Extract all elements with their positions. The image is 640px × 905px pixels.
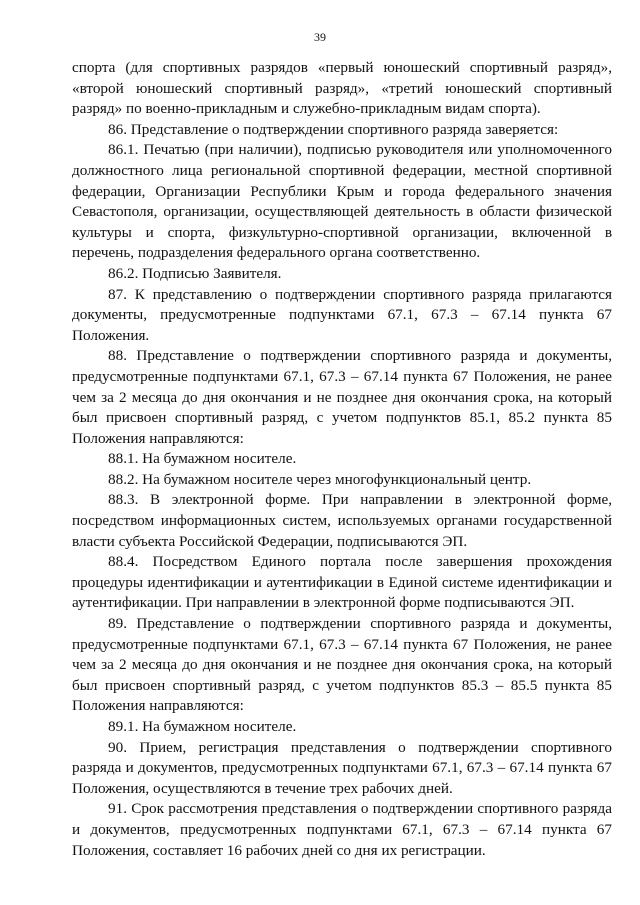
paragraph-88-1: 88.1. На бумажном носителе.	[108, 450, 297, 468]
paragraph-89-1: 89.1. На бумажном носителе.	[108, 718, 297, 735]
paragraph-continuation: спорта (для спортивных разрядов «первый юношеский спортивный разряд», «второй юношеский спортивный разряд», «третий юношеский спортивный разряд» по военно-прикладным и служебно-прикладным видам спорта).	[72, 59, 612, 118]
paragraph-88-4: 88.4. Посредством Единого портала после завершения прохождения процедуры идентификации и аутентификации в Единой системе идентификации и аутентификации. При направлении в электронной форме подписываются ЭП.	[72, 553, 612, 612]
paragraph-86: 86. Представление о подтверждении спортивного разряда заверяется:	[108, 120, 559, 138]
paragraph-91: 91. Срок рассмотрения представления о подтверждении спортивного разряда и документов, предусмотренных подпунктами 67.1, 67.3 – 67.14 пункта 67 Положения, составляет 16 рабочих дней со дня их регистрации.	[72, 800, 612, 859]
paragraph-90: 90. Прием, регистрация представления о подтверждении спортивного разряда и документов, предусмотренных подпунктами 67.1, 67.3 – 67.14 пункта 67 Положения, осуществляются в течение трех рабочих дней.	[72, 738, 612, 797]
paragraph-89: 89. Представление о подтверждении спортивного разряда и документы, предусмотренные подпунктами 67.1, 67.3 – 67.14 пункта 67 Положения, не ранее чем за 2 месяца до дня окончания и не позднее дня окончания срока, на который был присвоен спортивный разряд, с учетом подпунктов 85.3 – 85.5 пункта 85 Положения направляются:	[72, 615, 612, 715]
paragraph-87: 87. К представлению о подтверждении спортивного разряда прилагаются документы, предусмотренные подпунктами 67.1, 67.3 – 67.14 пункта 67 Положения.	[72, 285, 612, 344]
paragraph-88-3: 88.3. В электронной форме. При направлении в электронной форме, посредством информационных систем, используемых органами государственной власти субъекта Российской Федерации, подписываются ЭП.	[72, 491, 612, 550]
paragraph-86-2: 86.2. Подписью Заявителя.	[108, 264, 282, 282]
document-body	[72, 58, 612, 861]
paragraph-86-1: 86.1. Печатью (при наличии), подписью руководителя или уполномоченного должностного лица региональной спортивной федерации, местной спортивной федерации, Организации Республики Крым и города федерального значения Севастополя, организации, осуществляющей деятельность в области физической культуры и спорта, физкультурно-спортивной организации, включенной в перечень, подразделения федерального органа соответственно.	[72, 141, 612, 262]
paragraph-88-2: 88.2. На бумажном носителе через многофункциональный центр.	[108, 470, 532, 488]
paragraph-88: 88. Представление о подтверждении спортивного разряда и документы, предусмотренные подпунктами 67.1, 67.3 – 67.14 пункта 67 Положения, не ранее чем за 2 месяца до дня окончания и не позднее дня окончания срока, на который был присвоен спортивный разряд, с учетом подпунктов 85.1, 85.2 пункта 85 Положения направляются:	[72, 347, 612, 447]
page-number: 39	[314, 30, 326, 44]
